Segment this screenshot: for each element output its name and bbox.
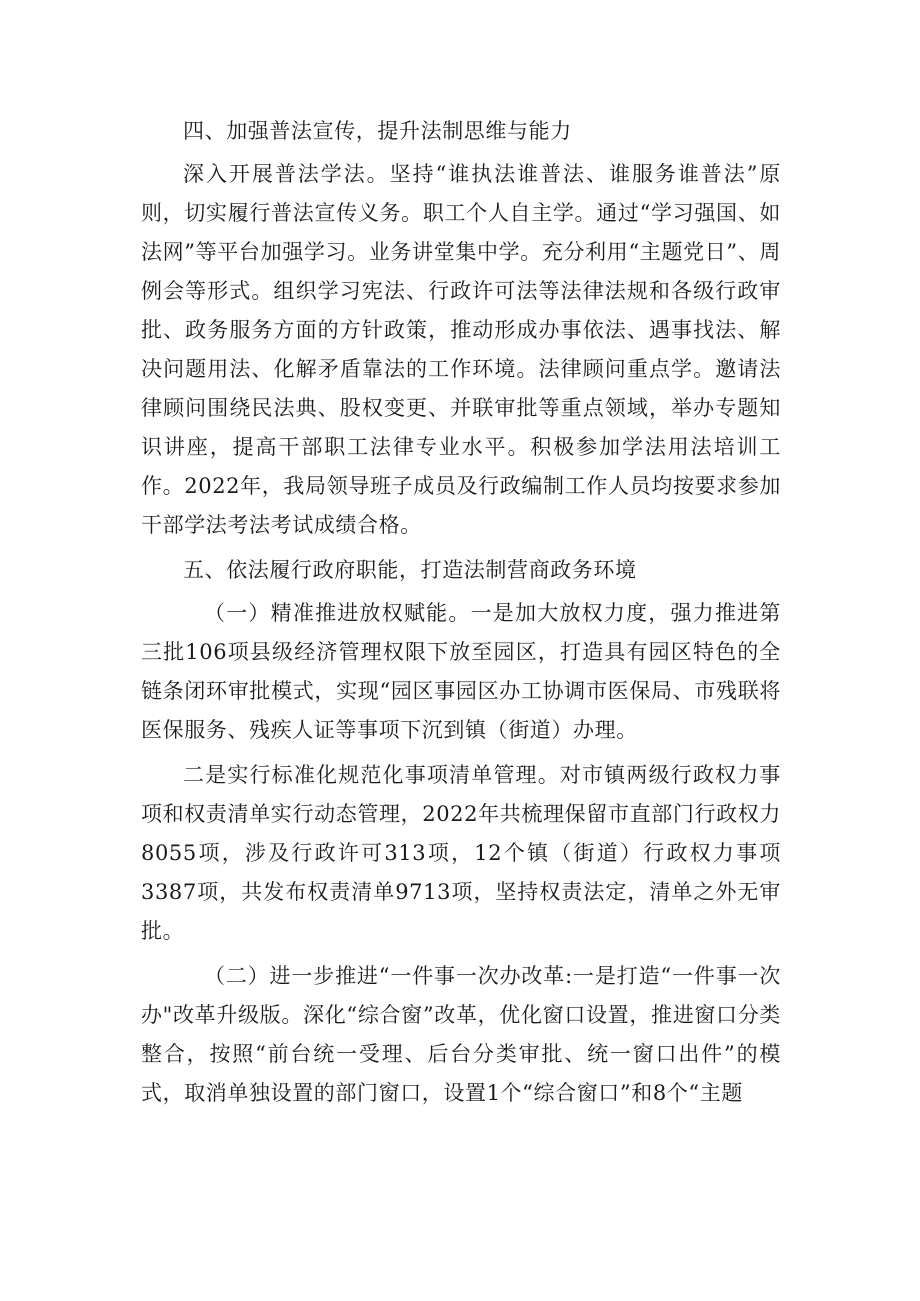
document-page bbox=[141, 112, 781, 1113]
section-heading-4: 四、加强普法宣传，提升法制思维与能力 bbox=[183, 119, 572, 143]
paragraph-one-thing-reform: （二）进一步推进“一件事一次办改革:一是打造“一件事一次办"改革升级版。深化“综合窗”改革，优化窗口设置，推进窗口分类整合，按照“前台统一受理、后台分类审批、统一窗口出件”的模式，取消单独设置的部门窗口，设置1个“综合窗口”和8个“主题 bbox=[141, 964, 781, 1105]
paragraph-legal-study: 深入开展普法学法。坚持“谁执法谁普法、谁服务谁普法”原则，切实履行普法宣传义务。职工个人自主学。通过“学习强国、如法网”等平台加强学习。业务讲堂集中学。充分利用“主题党日”、周例会等形式。组织学习宪法、行政许可法等法律法规和各级行政审批、政务服务方面的方针政策，推动形成办事依法、遇事找法、解决问题用法、化解矛盾靠法的工作环境。法律顾问重点学。邀请法律顾问围绕民法典、股权变更、并联审批等重点领域，举办专题知识讲座，提高干部职工法律专业水平。积极参加学法用法培训工作。2022年，我局领导班子成员及行政编制工作人员均按要求参加干部学法考法考试成绩合格。 bbox=[141, 162, 781, 537]
section-heading-5: 五、依法履行政府职能，打造法制营商政务环境 bbox=[183, 558, 637, 582]
paragraph-decentralization: （一）精准推进放权赋能。一是加大放权力度，强力推进第三批106项县级经济管理权限下放至园区，打造具有园区特色的全链条闭环审批模式，实现“园区事园区办工协调市医保局、市残联将医保服务、残疾人证等事项下沉到镇（街道）办理。 bbox=[141, 601, 781, 742]
paragraph-list-management: 二是实行标准化规范化事项清单管理。对市镇两级行政权力事项和权责清单实行动态管理，2022年共梳理保留市直部门行政权力8055项，涉及行政许可313项，12个镇（街道）行政权力事项3387项，共发布权责清单9713项，坚持权责法定，清单之外无审批。 bbox=[141, 763, 781, 943]
